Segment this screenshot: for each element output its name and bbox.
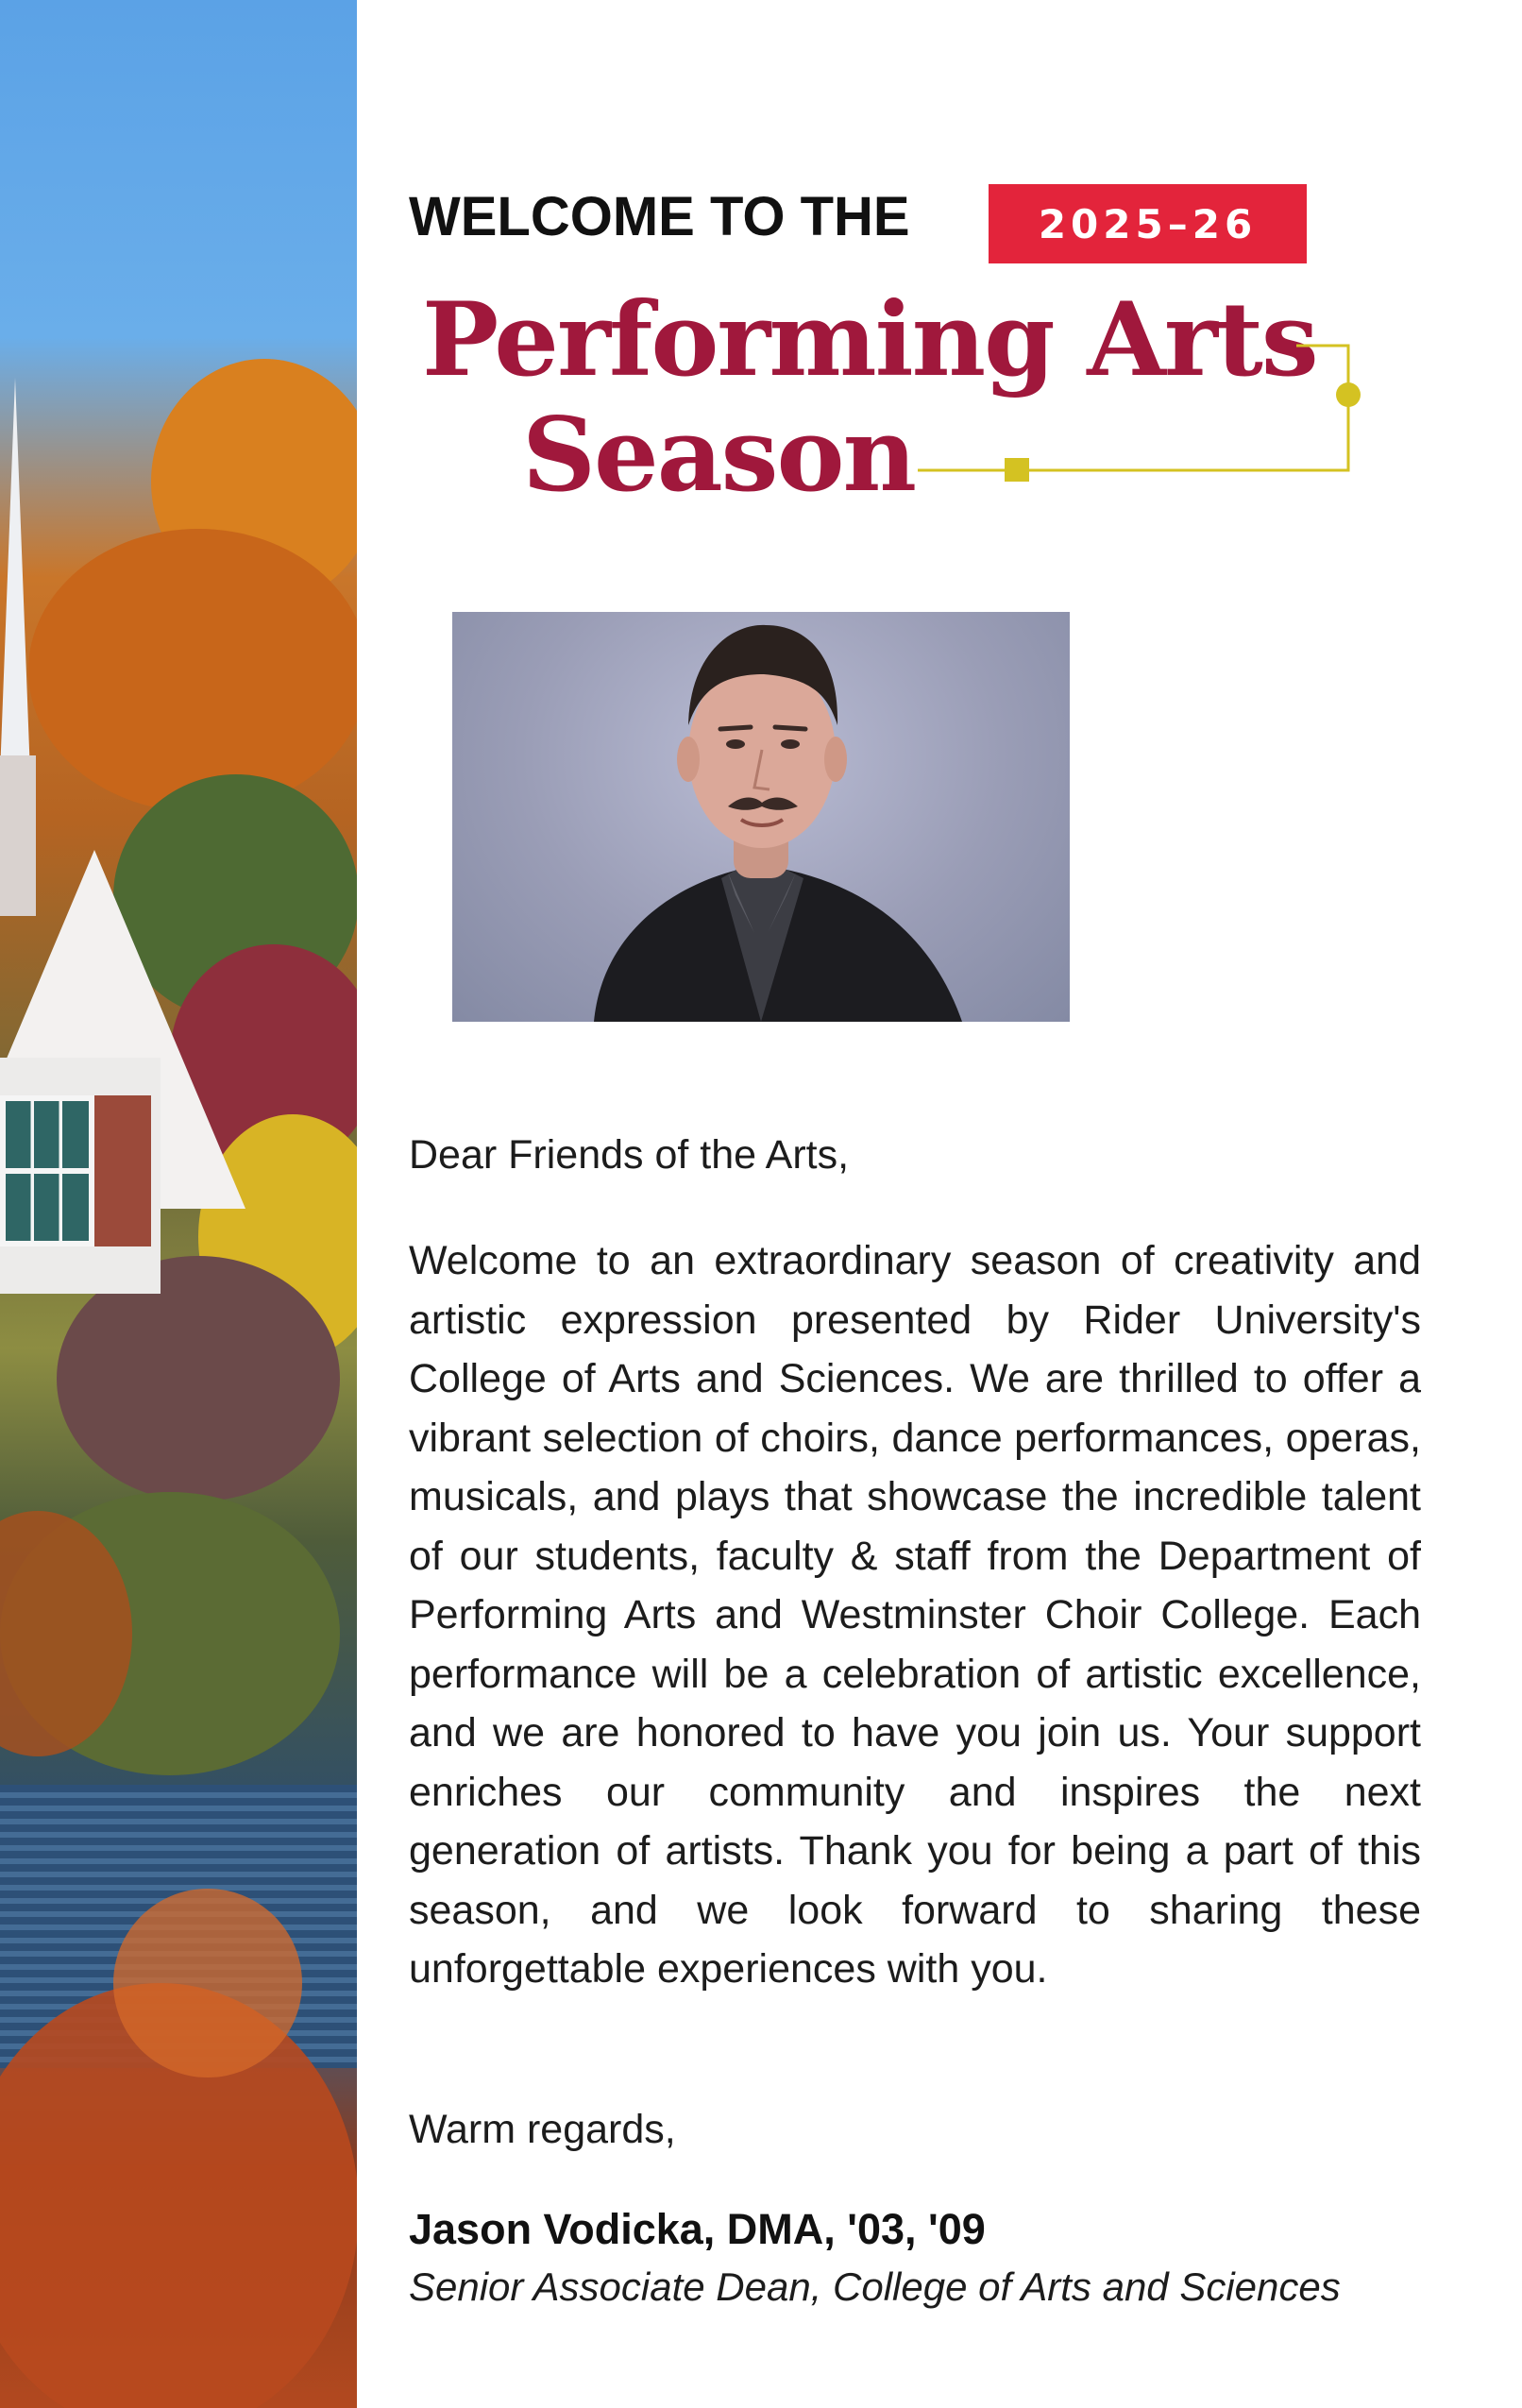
season-badge: 2025–26	[989, 184, 1307, 263]
chapel-window	[0, 1095, 94, 1246]
letter-closing: Warm regards,	[409, 2107, 676, 2152]
campus-autumn-photo	[0, 0, 357, 2408]
chapel-brick	[94, 1095, 151, 1246]
signer-name: Jason Vodicka, DMA, '03, '09	[409, 2205, 986, 2253]
steeple	[0, 378, 30, 774]
letter-salutation: Dear Friends of the Arts,	[409, 1132, 850, 1178]
dean-portrait-photo	[452, 612, 1070, 1022]
title-line-2: Season	[522, 396, 916, 515]
letter-body: Welcome to an extraordinary season of creativity and artistic expression presented by Rider University's College of Arts and Sciences. We are thrilled to offer a vibrant selection of choirs, dance performances, operas, musicals, and plays that showcase the incredible talent of our students, faculty & staff from the Department of Performing Arts and Westminster Choir College. Each performance will be a celebration of artistic excellence, and we are honored to have you join us. Your support enriches our community and inspires the next generation of artists. Thank you for being a part of this season, and we look forward to sharing these unforgettable experiences with you.	[409, 1238, 1421, 1992]
decorative-connector	[906, 331, 1369, 482]
signer-title: Senior Associate Dean, College of Arts and Sciences	[409, 2264, 1341, 2309]
welcome-heading: WELCOME TO THE	[409, 186, 910, 247]
portrait-illustration	[452, 612, 1070, 1022]
title-line-1: Performing Arts	[422, 280, 1317, 399]
